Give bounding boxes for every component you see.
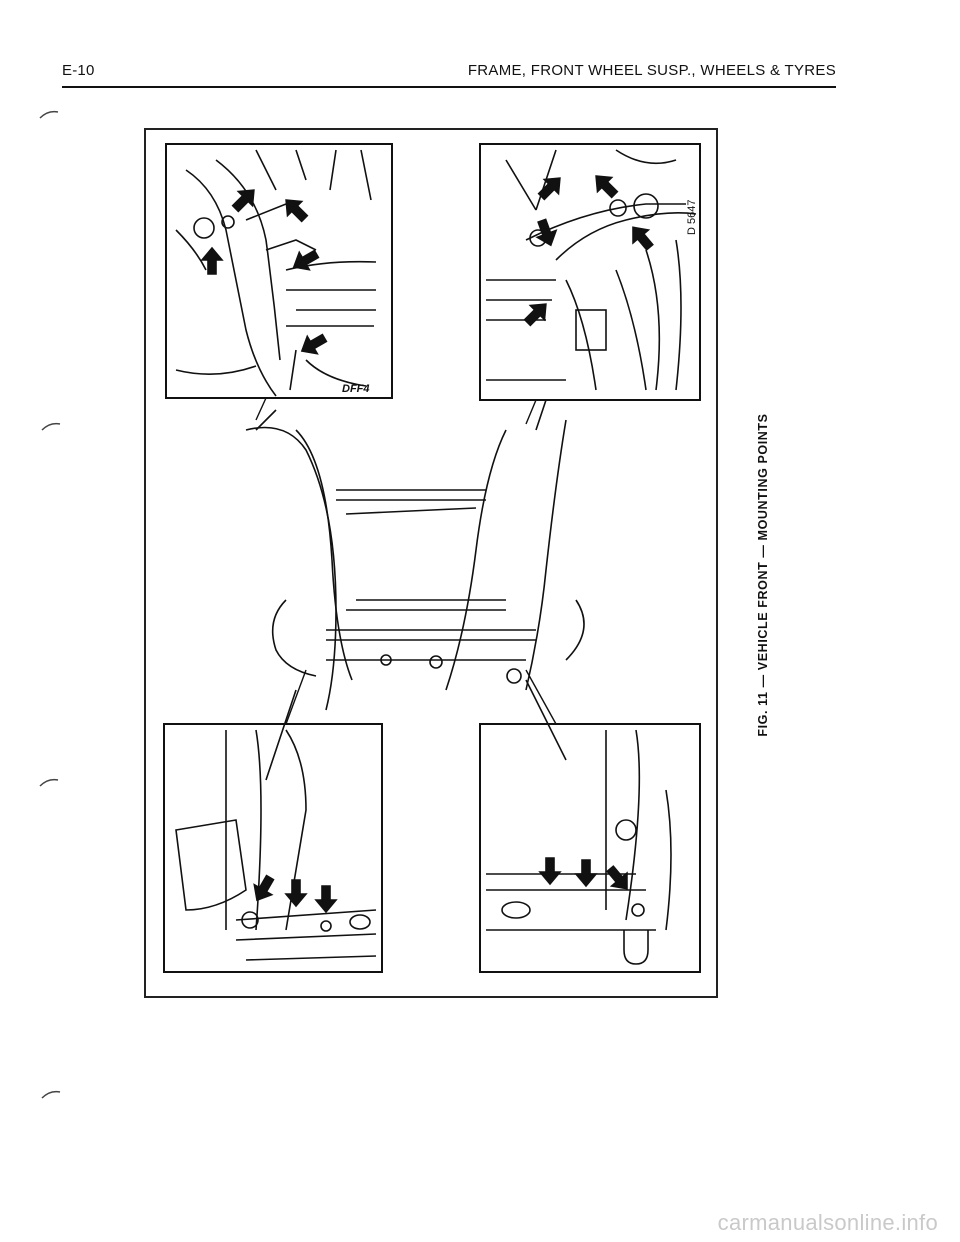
page-number: E-10 (62, 62, 95, 79)
figure-frame (144, 128, 718, 998)
inset-stamp: DFF4 (342, 383, 370, 395)
mounting-points-illustration (146, 130, 716, 996)
inset-bottom-right (480, 724, 700, 972)
leader-lines (256, 398, 556, 724)
margin-mark-1 (40, 112, 58, 118)
margin-mark-3 (40, 780, 58, 786)
margin-mark-4 (42, 1092, 60, 1098)
figure-caption: FIG. 11 — VEHICLE FRONT — MOUNTING POINTS (756, 413, 770, 737)
watermark: carmanualsonline.info (717, 1210, 938, 1235)
inset-top-left (166, 144, 392, 398)
margin-mark-2 (42, 424, 60, 430)
figure-reference-code: D 5647 (686, 199, 698, 235)
inset-top-right (480, 144, 700, 400)
section-title: FRAME, FRONT WHEEL SUSP., WHEELS & TYRES (467, 62, 836, 79)
